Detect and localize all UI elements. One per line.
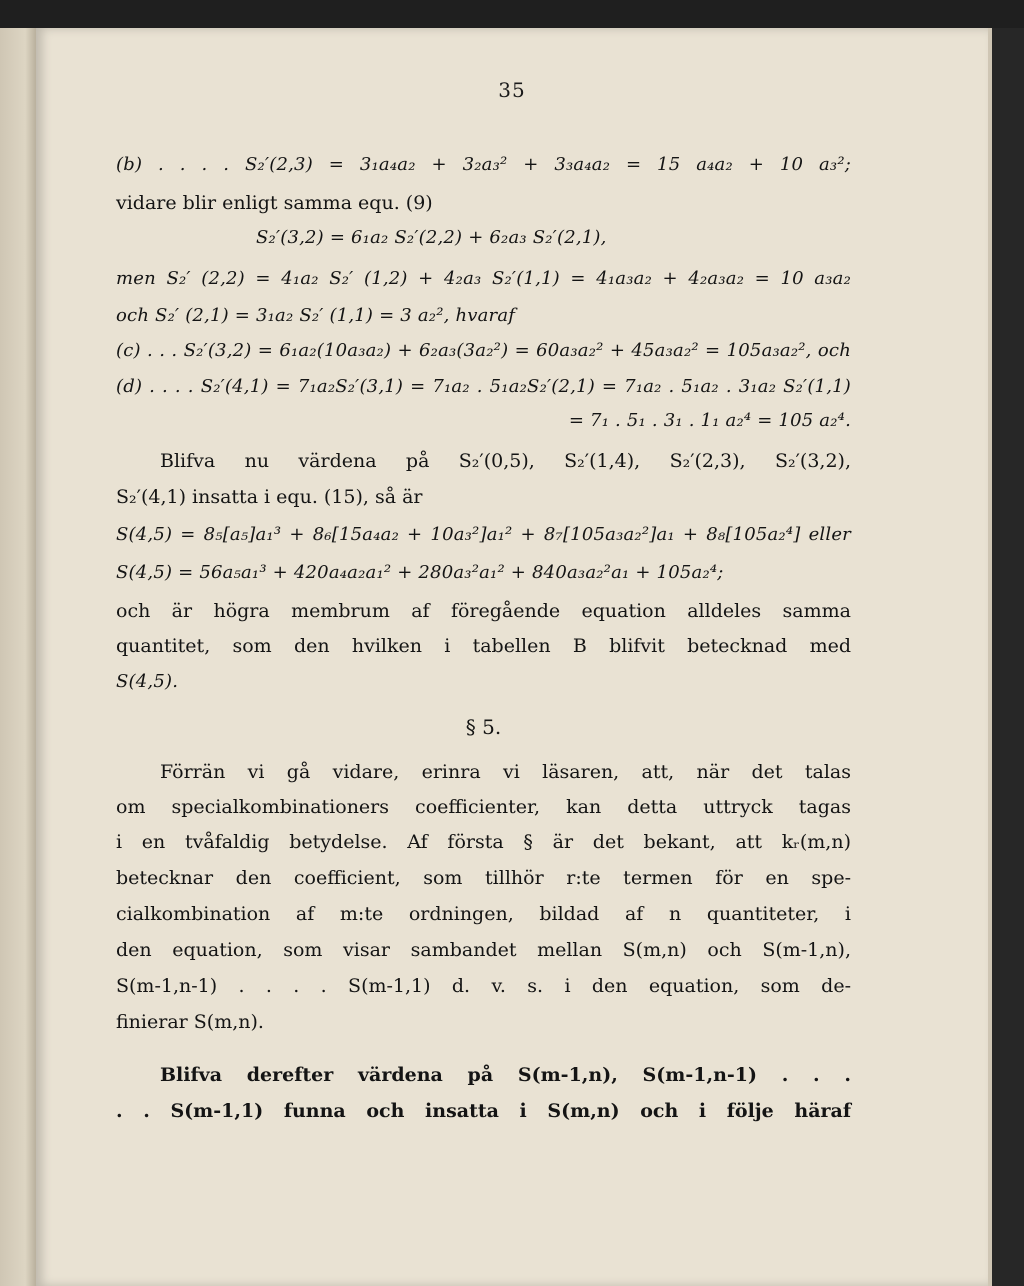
page-number: 35 [498, 78, 526, 102]
paragraph-line: den equation, som visar sambandet mellan S(m,n) och S(m-1,n), [116, 939, 851, 961]
formula-line: men S₂′ (2,2) = 4₁a₂ S₂′ (1,2) + 4₂a₃ S₂′(1,1) = 4₁a₃a₂ + 4₂a₃a₂ = 10 a₃a₂ [116, 268, 851, 289]
section-heading: § 5. [465, 715, 502, 739]
paragraph-line: betecknar den coefficient, som tillhör r:te termen för en spe- [116, 867, 851, 889]
formula-d: (d) . . . . S₂′(4,1) = 7₁a₂S₂′(3,1) = 7₁a₂ . 5₁a₂S₂′(2,1) = 7₁a₂ . 5₁a₂ . 3₁a₂ S₂′(1,1) [116, 376, 851, 397]
paragraph-line: S(m-1,n-1) . . . . S(m-1,1) d. v. s. i den equation, som de- [116, 975, 851, 997]
paragraph-line: finierar S(m,n). [116, 1011, 264, 1033]
text-line: och är högra membrum af föregående equation alldeles samma [116, 600, 851, 622]
text-line: S₂′(4,1) insatta i equ. (15), så är [116, 486, 423, 508]
formula-line: S(4,5) = 8₅[a₅]a₁³ + 8₆[15a₄a₂ + 10a₃²]a₁² + 8₇[105a₃a₂²]a₁ + 8₈[105a₂⁴] eller [116, 524, 851, 545]
paragraph-line: cialkombination af m:te ordningen, bildad af n quantiteter, i [116, 903, 851, 925]
paragraph-line: om specialkombinationers coefficienter, kan detta uttryck tagas [116, 796, 851, 818]
formula-b: (b) . . . . S₂′(2,3) = 3₁a₄a₂ + 3₂a₃² + 3₃a₄a₂ = 15 a₄a₂ + 10 a₃²; [116, 154, 851, 175]
text-line: vidare blir enligt samma equ. (9) [116, 192, 433, 214]
formula-line: S₂′(3,2) = 6₁a₂ S₂′(2,2) + 6₂a₃ S₂′(2,1), [256, 227, 607, 248]
book-page [36, 28, 988, 1286]
formula-c: (c) . . . S₂′(3,2) = 6₁a₂(10a₃a₂) + 6₂a₃(3a₂²) = 60a₃a₂² + 45a₃a₂² = 105a₃a₂², och [116, 340, 851, 361]
formula-line: = 7₁ . 5₁ . 3₁ . 1₁ a₂⁴ = 105 a₂⁴. [568, 410, 851, 431]
book-edge [988, 28, 1024, 1286]
formula-line: och S₂′ (2,1) = 3₁a₂ S₂′ (1,1) = 3 a₂², hvaraf [116, 305, 516, 326]
paragraph-line: i en tvåfaldig betydelse. Af första § är det bekant, att kᵣ(m,n) [116, 831, 851, 853]
paragraph-line: Blifva derefter värdena på S(m-1,n), S(m-1,n-1) . . . [160, 1064, 851, 1086]
text-line: Blifva nu värdena på S₂′(0,5), S₂′(1,4), S₂′(2,3), S₂′(3,2), [160, 450, 851, 472]
formula-line: S(4,5) = 56a₅a₁³ + 420a₄a₂a₁² + 280a₃²a₁² + 840a₃a₂²a₁ + 105a₂⁴; [116, 562, 724, 583]
text-line: quantitet, som den hvilken i tabellen B blifvit betecknad med [116, 635, 851, 657]
paragraph-line: . . S(m-1,1) funna och insatta i S(m,n) och i följe häraf [116, 1100, 851, 1122]
facing-page-edge [0, 28, 36, 1286]
text-line: S(4,5). [116, 671, 179, 692]
paragraph-line: Förrän vi gå vidare, erinra vi läsaren, att, när det talas [160, 761, 851, 783]
